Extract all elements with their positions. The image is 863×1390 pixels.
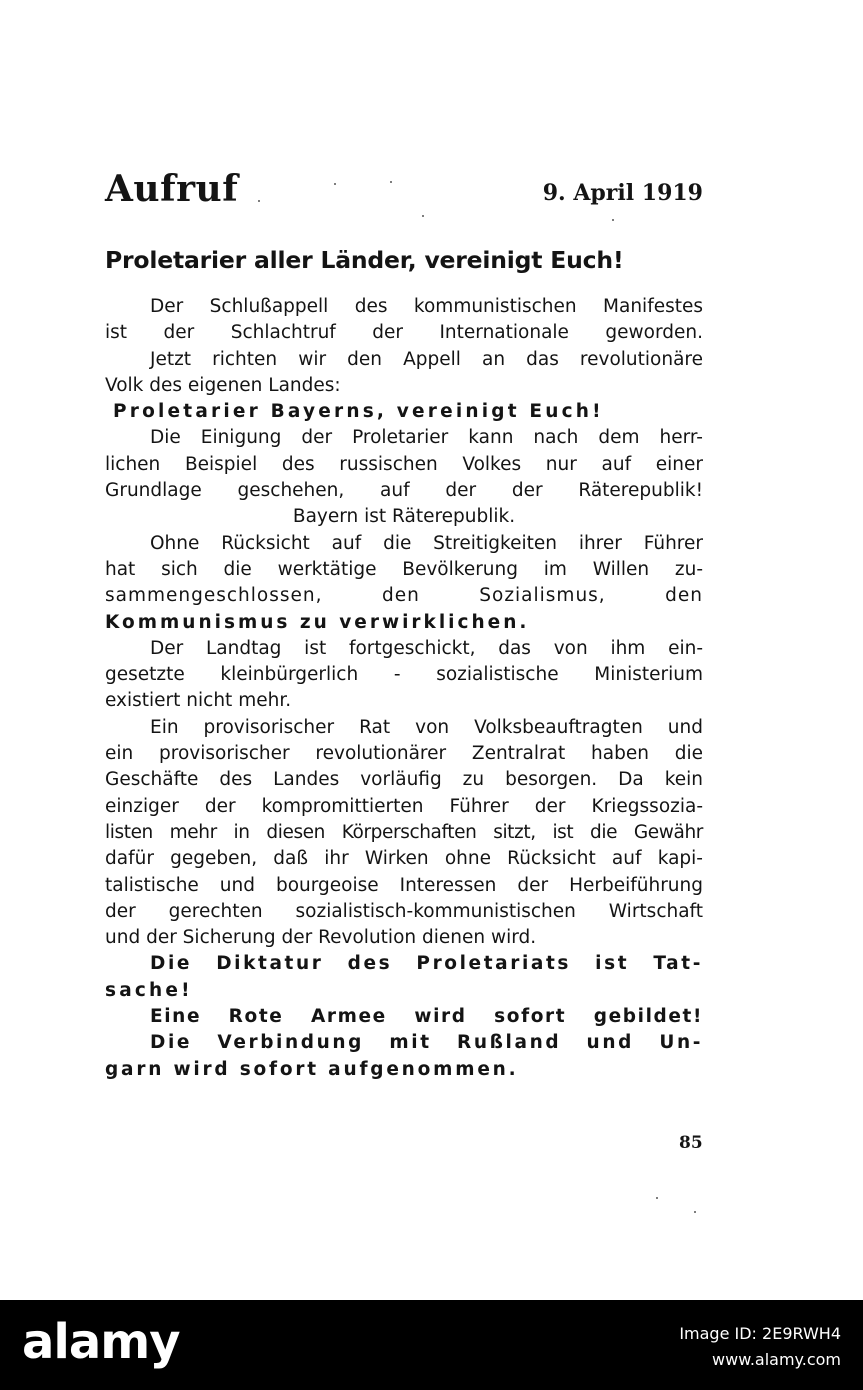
text-line: Die Diktatur des Proletariats ist Tat- — [150, 953, 703, 975]
watermark-logo: alamy — [22, 1314, 180, 1370]
text-line: Eine Rote Armee wird sofort gebildet! — [150, 1006, 703, 1028]
watermark-url: www.alamy.com — [712, 1350, 841, 1369]
text-line: der gerechten sozialistisch-kommunistischen Wirtschaft — [105, 900, 703, 922]
text-line: sammengeschlossen, den Sozialismus, den — [105, 585, 703, 607]
page-number: 85 — [679, 1133, 703, 1153]
document-title: Aufruf — [105, 168, 239, 210]
text-line: Jetzt richten wir den Appell an das revolutionäre — [150, 348, 703, 370]
scan-speck — [258, 200, 260, 202]
scan-speck — [390, 181, 392, 183]
text-line: Der Schlußappell des kommunistischen Manifestes — [150, 296, 703, 317]
text-line: hat sich die werktätige Bevölkerung im Willen zu- — [105, 558, 703, 580]
text-line: Die Einigung der Proletarier kann nach dem herr- — [150, 427, 703, 449]
scan-speck — [694, 1211, 696, 1213]
text-line: gesetzte kleinbürgerlich - sozialistische Ministerium — [105, 664, 703, 686]
scan-speck — [422, 215, 424, 217]
text-line: Die Verbindung mit Rußland und Un- — [150, 1032, 703, 1054]
document-body — [105, 294, 703, 1083]
text-line: Bayern ist Räterepublik. — [292, 506, 516, 528]
watermark-image-id: Image ID: 2E9RWH4 — [679, 1324, 841, 1343]
document-date: 9. April 1919 — [542, 180, 703, 206]
scan-speck — [656, 1197, 658, 1199]
text-line: Kommunismus zu verwirklichen. — [105, 611, 530, 633]
text-line: Geschäfte des Landes vorläufig zu besorgen. Da kein — [105, 769, 703, 791]
text-line: listen mehr in diesen Körperschaften sitzt, ist die Gewähr — [105, 821, 703, 843]
text-line: talistische und bourgeoise Interessen der Herbeiführung — [105, 874, 703, 896]
scan-speck — [334, 183, 336, 185]
text-line: ein provisorischer revolutionärer Zentralrat haben die — [105, 743, 703, 765]
text-line: dafür gegeben, daß ihr Wirken ohne Rücksicht auf kapi- — [105, 848, 703, 870]
slogan-heading: Proletarier aller Länder, vereinigt Euch! — [105, 246, 624, 274]
text-line: garn wird sofort aufgenommen. — [105, 1058, 519, 1080]
text-line: Der Landtag ist fortgeschickt, das von ihm ein- — [150, 637, 703, 659]
text-line: und der Sicherung der Revolution dienen wird. — [105, 927, 537, 949]
text-line: existiert nicht mehr. — [105, 690, 292, 712]
text-line: ist der Schlachtruf der Internationale geworden. — [105, 322, 703, 344]
text-line: Proletarier Bayerns, vereinigt Euch! — [113, 401, 604, 423]
text-line: lichen Beispiel des russischen Volkes nur auf einer — [105, 453, 703, 475]
text-line: Grundlage geschehen, auf der der Räterepublik! — [105, 480, 703, 502]
text-line: Ohne Rücksicht auf die Streitigkeiten ihrer Führer — [150, 532, 703, 554]
text-line: Ein provisorischer Rat von Volksbeauftragten und — [150, 716, 703, 738]
scan-speck — [612, 219, 614, 221]
text-line: Volk des eigenen Landes: — [105, 374, 341, 396]
text-line: sache! — [105, 979, 193, 1001]
text-line: einziger der kompromittierten Führer der Kriegssozia- — [105, 795, 703, 817]
